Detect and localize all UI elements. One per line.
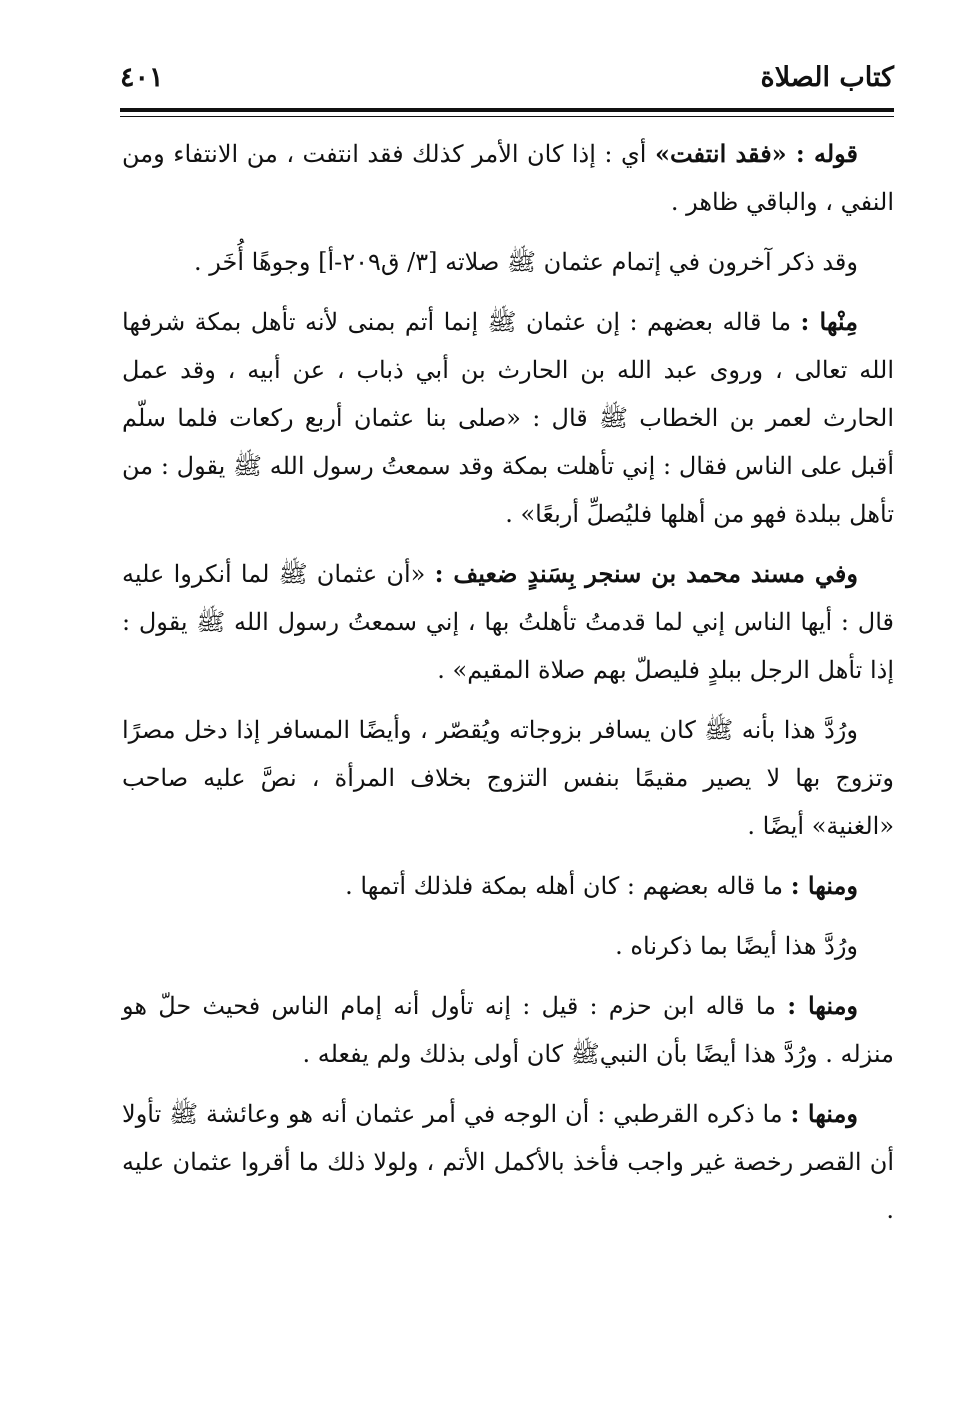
- paragraph: [122, 922, 894, 970]
- paragraph-text: وقد ذكر آخرون في إتمام عثمان ﷺ صلاته [٣/ ق٢٠٩-أ] وجوهًا أُخَر .: [194, 248, 858, 276]
- book-title: كتاب الصلاة: [760, 62, 894, 93]
- paragraph-text: «أن عثمان ﷺ لما أنكروا عليه قال : أيها الناس إني لما قدمتُ تأهلتُ بها ، إني سمعتُ رسول الله ﷺ يقول : إذا تأهل الرجل ببلدٍ فليصلّ بهم صلاة المقيم» .: [122, 560, 894, 684]
- paragraph-text: ما قاله ابن حزم : قيل : إنه تأول أنه إمام الناس فحيث حلّ هو منزله . ورُدَّ هذا أيضًا بأن النبيﷺ كان أولى بذلك ولم يفعله .: [122, 992, 894, 1068]
- paragraph-text: ورُدَّ هذا بأنه ﷺ كان يسافر بزوجاته ويُقصّر ، وأيضًا المسافر إذا دخل مصرًا وتزوج بها لا يصير مقيمًا بنفس التزوج بخلاف المرأة ، نصَّ عليه صاحب «الغنية» أيضًا .: [122, 716, 894, 840]
- paragraph-lead: ومنها :: [787, 991, 859, 1020]
- page-header: [120, 58, 894, 108]
- paragraph: [122, 706, 894, 850]
- header-rule-thin: [120, 116, 894, 117]
- paragraph-text: ما ذكره القرطبي : أن الوجه في أمر عثمان أنه هو وعائشة ﷺ تأولا أن القصر رخصة غير واجب فأخذ بالأكمل الأتم ، ولولا ذلك ما أقروا عثمان عليه .: [122, 1100, 894, 1224]
- paragraph: [122, 130, 894, 226]
- paragraph-lead: ومنها :: [790, 871, 858, 900]
- paragraph-text: ما قاله بعضهم : إن عثمان ﷺ إنما أتم بمنى لأنه تأهل بمكة شرفها الله تعالى ، وروى عبد الله بن الحارث بن أبي ذباب ، عن أبيه ، وقد عمل الحارث لعمر بن الخطاب ﷺ قال : «صلى بنا عثمان أربع ركعات فلما سلّم أقبل على الناس فقال : إني تأهلت بمكة وقد سمعتُ رسول الله ﷺ يقول : من تأهل ببلدة فهو من أهلها فليُصلِّ أربعًا» .: [122, 308, 894, 528]
- paragraph-lead: ومنها :: [790, 1099, 858, 1128]
- paragraph: [122, 298, 894, 538]
- paragraph-text: أي : إذا كان الأمر كذلك فقد انتفت ، من الانتفاء ومن النفي ، والباقي ظاهر .: [122, 140, 894, 216]
- paragraph: [122, 1090, 894, 1234]
- paragraph: [122, 982, 894, 1078]
- paragraph-lead: وفي مسند محمد بن سنجر بِسَندٍ ضعيف :: [434, 559, 858, 588]
- paragraph-text: ورُدَّ هذا أيضًا بما ذكرناه .: [615, 932, 858, 960]
- paragraph-lead: قوله : «فقد انتفت»: [654, 139, 859, 168]
- paragraph: [122, 550, 894, 694]
- paragraph: [122, 238, 894, 286]
- paragraph-text: ما قاله بعضهم : كان أهله بمكة فلذلك أتمها .: [345, 872, 791, 900]
- page-number: ٤٠١: [120, 62, 164, 93]
- paragraph: [122, 862, 894, 910]
- header-rule-thick: [120, 108, 894, 112]
- page-body: [122, 130, 894, 1246]
- paragraph-lead: مِنْها :: [800, 307, 858, 336]
